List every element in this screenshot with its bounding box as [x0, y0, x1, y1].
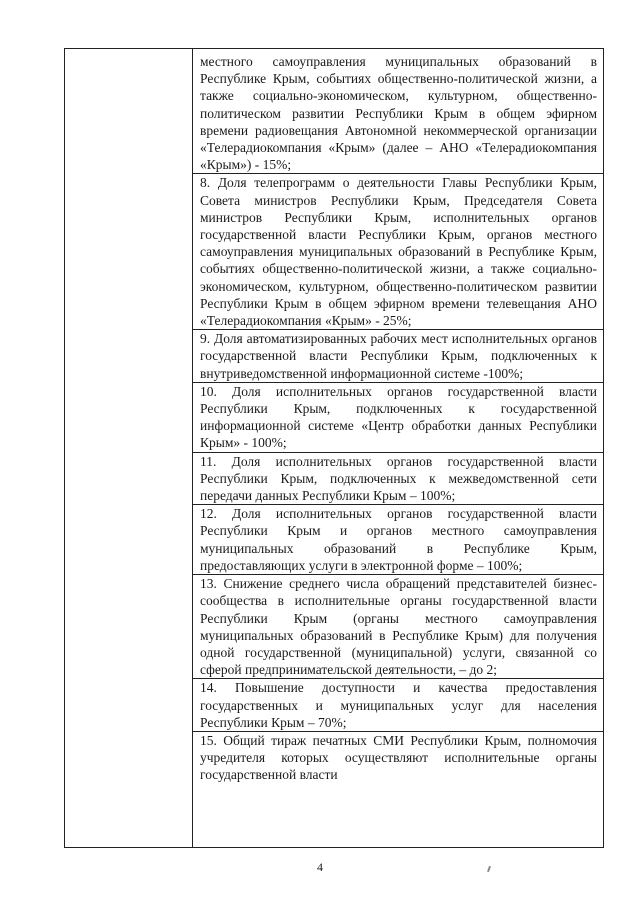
- table-row: [193, 173, 603, 329]
- document-table: [64, 48, 604, 848]
- row-text: 10. Доля исполнительных органов государственной власти Республики Крым, подключенных к государственной информационной системе «Центр обработки данных Республики Крым» - 100%;: [200, 383, 597, 451]
- table-left-column: [65, 49, 193, 847]
- row-text: 13. Снижение среднего числа обращений представителей бизнес-сообщества в исполнительные органы государственной власти Республики Крым (органы местного самоуправления муниципальных образований в Республике Крым) для получения одной государственной (муниципальной) услуги, связанной со сферой предпринимательской деятельности, – до 2;: [200, 576, 597, 678]
- table-row: [193, 731, 603, 784]
- table-row: [193, 504, 603, 574]
- table-row: [193, 329, 603, 382]
- table-row: [193, 382, 603, 452]
- row-text: 15. Общий тираж печатных СМИ Республики Крым, полномочия учредителя которых осуществляют исполнительные органы государственной власти: [200, 732, 597, 783]
- row-text: 8. Доля телепрограмм о деятельности Главы Республики Крым, Совета министров Республики Крым, Председателя Совета министров Республики Крым, исполнительных органов государственной власти Республики Крым, органов местного самоуправления муниципальных образований в Республике Крым, событиях общественно-политической жизни, а также социально-экономическом, культурном, общественно-политическом развитии Республики Крым в общем эфирном времени телевещания АНО «Телерадиокомпания «Крым» - 25%;: [200, 175, 597, 329]
- page-number: 4: [317, 860, 323, 874]
- table-row: [193, 452, 603, 505]
- table-right-column: [193, 49, 603, 847]
- row-text: 12. Доля исполнительных органов государственной власти Республики Крым и органов местного самоуправления муниципальных образований в Республике Крым, предоставляющих услуги в электронной форме – 100%;: [200, 506, 597, 573]
- row-text: местного самоуправления муниципальных образований в Республике Крым, событиях общественно-политической жизни, а также социально-экономическом, культурном, общественно-политическом развитии Республики Крым в общем эфирном времени радиовещания Автономной некоммерческой организации «Телерадиокомпания «Крым» (далее – АНО «Телерадиокомпания «Крым») - 15%;: [200, 54, 597, 173]
- table-row: [193, 574, 603, 678]
- table-row: [200, 53, 597, 173]
- row-text: 14. Повышение доступности и качества предоставления государственных и муниципальных услуг для населения Республики Крым – 70%;: [200, 680, 597, 730]
- table-row: [193, 678, 603, 731]
- row-text: 11. Доля исполнительных органов государственной власти Республики Крым, подключенных к межведомственной сети передачи данных Республики Крым – 100%;: [200, 453, 597, 504]
- row-text: 9. Доля автоматизированных рабочих мест исполнительных органов государственной власти Республики Крым, подключенных к внутриведомственной информационной системе -100%;: [200, 331, 597, 381]
